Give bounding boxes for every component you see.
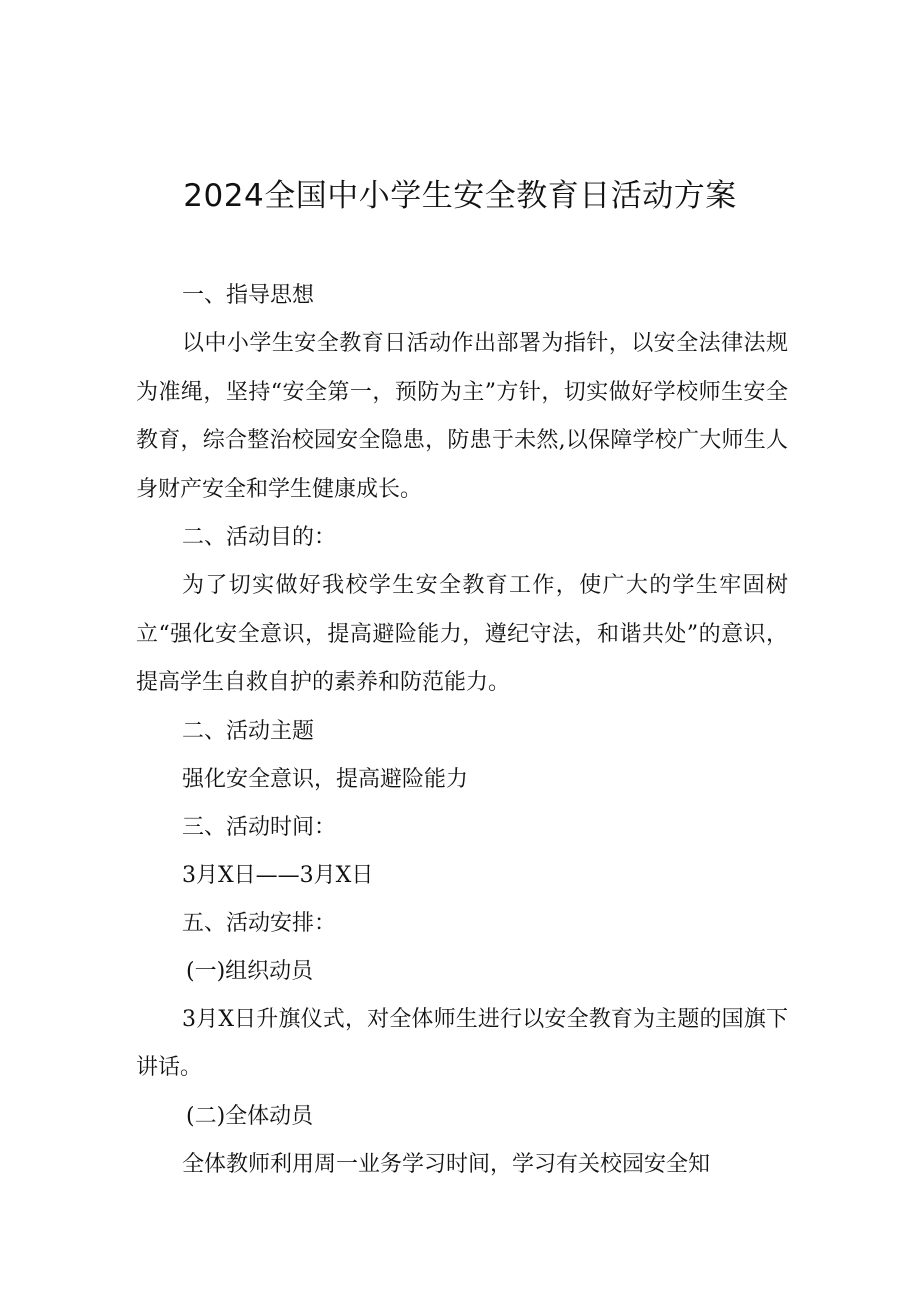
subsection-heading-all-staff-mobilization: (二)全体动员	[186, 1103, 314, 1129]
activity-purpose-paragraph: 为了切实做好我校学生安全教育工作，使广大的学生牢固树立“强化安全意识，提高避险能力，遵纪守法，和谐共处”的意识，提高学生自救自护的素养和防范能力。	[136, 573, 788, 695]
section-heading-activity-arrangement: 五、活动安排：	[182, 910, 337, 936]
subsection-heading-mobilization: (一)组织动员	[186, 958, 314, 984]
all-staff-mobilization-paragraph: 全体教师利用周一业务学习时间，学习有关校园安全知	[182, 1151, 711, 1177]
document-title: 2024全国中小学生安全教育日活动方案	[183, 178, 737, 214]
document-body	[136, 272, 788, 1189]
activity-time-text: 3月X日——3月X日	[182, 862, 374, 888]
mobilization-paragraph: 3月X日升旗仪式，对全体师生进行以安全教育为主题的国旗下讲话。	[136, 1006, 788, 1080]
section-heading-activity-time: 三、活动时间：	[182, 814, 337, 840]
section-heading-guiding-ideology: 一、指导思想	[182, 283, 315, 308]
section-heading-activity-theme: 二、活动主题	[182, 718, 315, 744]
section-heading-activity-purpose: 二、活动目的：	[182, 525, 337, 550]
guiding-ideology-paragraph: 以中小学生安全教育日活动作出部署为指针，以安全法律法规为准绳，坚持“安全第一，预防为主”方针，切实做好学校师生安全教育，综合整治校园安全隐患，防患于未然,以保障学校广大师生人身财产安全和学生健康成长。	[136, 331, 788, 502]
activity-theme-text: 强化安全意识，提高避险能力	[182, 766, 469, 792]
